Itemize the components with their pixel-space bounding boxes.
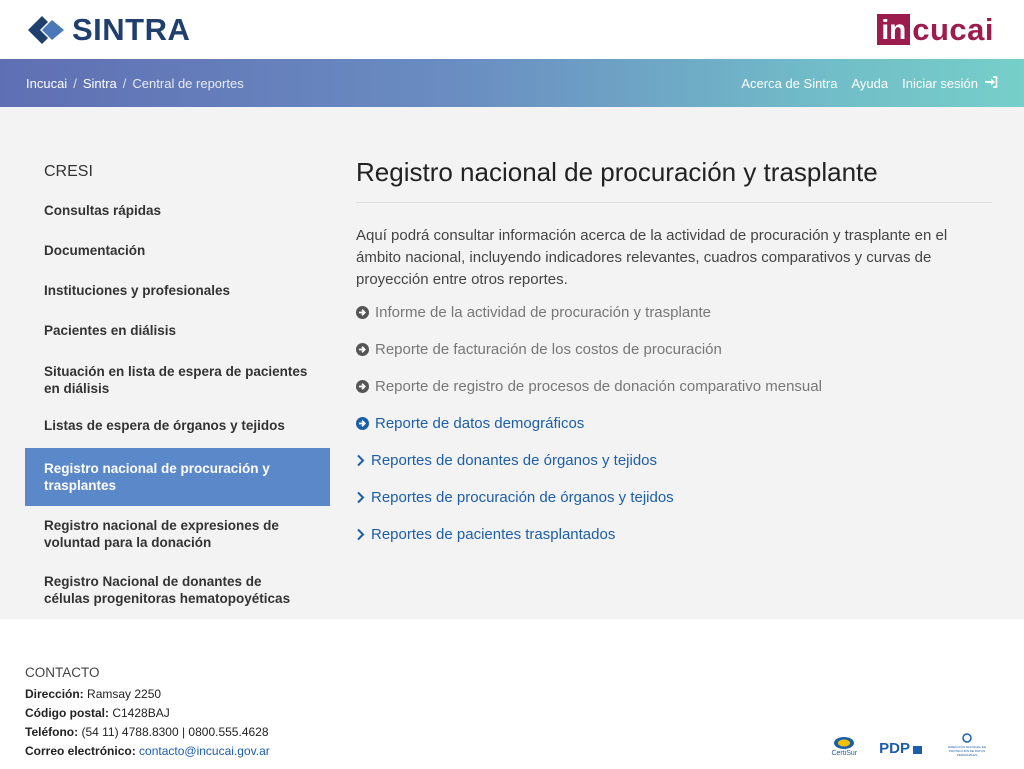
phone-label: Teléfono: <box>25 725 79 739</box>
report-label: Informe de la actividad de procuración y trasplante <box>375 304 712 321</box>
breadcrumb-incucai[interactable]: Incucai <box>26 75 68 91</box>
sidebar-item-dialisis[interactable]: Pacientes en diálisis <box>44 323 177 338</box>
pdp-icon <box>913 744 922 754</box>
login-label: Iniciar sesión <box>902 75 978 91</box>
postal-value: C1428BAJ <box>112 706 170 720</box>
sidebar-item-progenitoras[interactable]: Registro Nacional de donantes de células progenitoras hematopoyéticas <box>44 574 291 606</box>
pdp-label: PDP <box>879 740 910 757</box>
report-item-donantes[interactable] <box>356 442 992 479</box>
nav-bar <box>0 59 1024 107</box>
intro-text: Aquí podrá consultar información acerca de la actividad de procuración y trasplante en el ámbito nacional, incluyendo indicadores relevantes, cuadros comparativos y curvas de proyección entre otros reportes. <box>356 227 948 288</box>
pdp-badge[interactable] <box>879 740 922 757</box>
chevron-right-icon <box>356 528 365 541</box>
breadcrumb-current: Central de reportes <box>132 75 244 91</box>
content <box>356 157 992 553</box>
incucai-logo-rest: cucai <box>912 11 994 47</box>
report-label: Reporte de facturación de los costos de procuración <box>375 341 722 358</box>
certisur-label: CertiSur <box>831 750 858 757</box>
sidebar-title: CRESI <box>44 163 93 180</box>
postal-label: Código postal: <box>25 706 109 720</box>
login-link[interactable] <box>902 76 998 91</box>
report-label: Reporte de datos demográficos <box>375 415 585 432</box>
address-value: Ramsay 2250 <box>87 687 162 701</box>
certisur-icon <box>833 736 855 750</box>
sidebar-item-voluntad[interactable]: Registro nacional de expresiones de voluntad para la donación <box>44 518 279 550</box>
dnpdp-icon <box>960 733 974 745</box>
report-label: Reporte de registro de procesos de donación comparativo mensual <box>375 378 822 395</box>
breadcrumb <box>26 76 244 91</box>
report-item <box>356 294 992 331</box>
sidebar-item-procuracion[interactable]: Registro nacional de procuración y trasplantes <box>25 448 330 506</box>
arrow-circle-icon <box>356 380 369 393</box>
breadcrumb-separator: / <box>122 75 127 91</box>
footer-badges <box>831 733 990 757</box>
chevron-right-icon <box>356 491 365 504</box>
sidebar-item-instituciones[interactable]: Instituciones y profesionales <box>44 283 231 298</box>
email-label: Correo electrónico: <box>25 744 136 758</box>
address-label: Dirección: <box>25 687 84 701</box>
arrow-circle-icon <box>356 417 369 430</box>
report-label: Reportes de donantes de órganos y tejidos <box>371 452 658 469</box>
report-item <box>356 331 992 368</box>
main-area <box>0 107 1024 619</box>
nav-links <box>741 76 998 91</box>
dnpdp-label: DIRECCIÓN NACIONAL DE PROTECCIÓN DE DATOS PERSONALES <box>948 745 986 757</box>
report-item-trasplantados[interactable] <box>356 516 992 553</box>
sintra-diamond-icon <box>26 14 66 46</box>
report-label: Reportes de procuración de órganos y tejidos <box>371 489 674 506</box>
report-item-demograficos[interactable] <box>356 405 992 442</box>
report-label: Reportes de pacientes trasplantados <box>371 526 616 543</box>
nav-help-link[interactable]: Ayuda <box>851 75 889 91</box>
sintra-wordmark: SINTRA <box>72 11 191 47</box>
report-item-procuracion[interactable] <box>356 479 992 516</box>
dnpdp-badge[interactable] <box>944 733 990 757</box>
email-link[interactable]: contacto@incucai.gov.ar <box>139 744 270 758</box>
breadcrumb-separator: / <box>73 75 77 91</box>
report-item <box>356 368 992 405</box>
report-list <box>356 294 992 553</box>
footer-address <box>25 685 999 704</box>
sign-in-icon <box>984 76 998 91</box>
sidebar-item-lista-espera-dialisis[interactable]: Situación en lista de espera de pacientes en diálisis <box>44 364 308 396</box>
sidebar-item-documentacion[interactable]: Documentación <box>44 243 146 258</box>
sintra-logo[interactable] <box>26 12 190 48</box>
footer-postal <box>25 704 999 723</box>
sidebar-item-consultas[interactable]: Consultas rápidas <box>44 203 162 218</box>
phone-value: (54 11) 4788.8300 | 0800.555.4628 <box>81 725 269 739</box>
incucai-logo[interactable] <box>877 12 994 48</box>
incucai-logo-in: in <box>877 14 910 45</box>
arrow-circle-icon <box>356 306 369 319</box>
top-header <box>0 0 1024 59</box>
nav-about-link[interactable]: Acerca de Sintra <box>741 75 838 91</box>
certisur-badge[interactable] <box>831 736 857 757</box>
breadcrumb-sintra[interactable]: Sintra <box>82 75 117 91</box>
footer-title: CONTACTO <box>25 665 100 680</box>
footer <box>0 619 1024 769</box>
sidebar-item-listas-organos[interactable]: Listas de espera de órganos y tejidos <box>44 418 285 433</box>
arrow-circle-icon <box>356 343 369 356</box>
sidebar <box>25 150 330 617</box>
chevron-right-icon <box>356 454 365 467</box>
page-title: Registro nacional de procuración y trasplante <box>356 157 992 203</box>
